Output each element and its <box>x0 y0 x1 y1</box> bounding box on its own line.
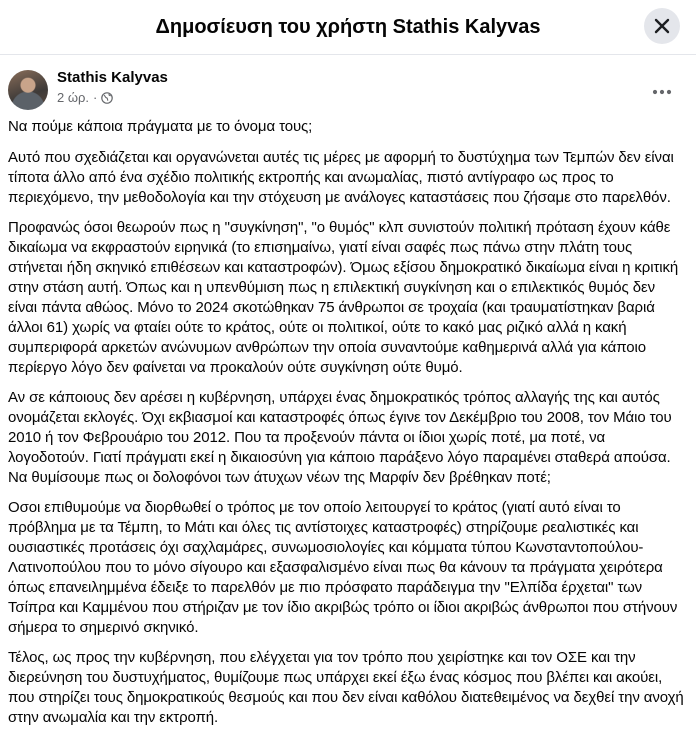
post-paragraph: Αυτό που σχεδιάζεται και οργανώνεται αυτές τις μέρες με αφορμή το δυστύχημα των Τεμπών δεν είναι τίποτα άλλο από ένα σχέδιο πολιτικής εκτροπής και ανωμαλίας, πιστό αντίγραφο ως προς το περιεχόμενο, την μεθοδολογία και την στόχευση με ανάλογες καταστάσεις που ζήσαμε στο παρελθόν. <box>8 149 674 206</box>
post-paragraph: Προφανώς όσοι θεωρούν πως η "συγκίνηση", "ο θυμός" κλπ συνιστούν πολιτική πρόταση έχουν κάθε δικαίωμα να εκφραστούν ειρηνικά (το επισημαίνω, γιατί είναι σαφές πως πάνω στην πλάτη τους στήνεται ήδη σκηνικό επιθέσεων και καταστροφών). Όμως εξίσου δημοκρατικό δικαίωμα είναι η κριτική στην στάση αυτή. Όπως και η υπενθύμιση πως η επιλεκτική συγκίνηση και ο επιλεκτικός θυμός δεν είναι πάντα αθώος. Μόνο το 2024 σκοτώθηκαν 75 άνθρωποι σε τροχαία (και τραυματίστηκαν βαριά άλλοι 61) χωρίς να φταίει ούτε το κράτος, ούτε οι πολιτικοί, ούτε το κακό μας ριζικό αλλά η κακή συμπεριφορά αρκετών ανώνυμων ανθρώπων την οποία συναντούμε καθημερινά αλλά για κάποιο περίεργο λόγο δεν φαίνεται να προκαλούν ούτε συγκίνηση ούτε θυμό. <box>8 219 679 376</box>
post-body <box>8 117 688 738</box>
more-options-icon <box>652 89 672 95</box>
post-time[interactable]: 2 ώρ. <box>57 90 89 105</box>
avatar[interactable] <box>8 70 48 110</box>
close-icon <box>654 18 670 34</box>
author-block <box>57 68 168 107</box>
post-paragraph: Αν σε κάποιους δεν αρέσει η κυβέρνηση, υπάρχει ένας δημοκρατικός τρόπος αλλαγής της και αυτός ονομάζεται εκλογές. Όχι εκβιασμοί και καταστροφές όπως έγινε τον Δεκέμβριο του 2008, τον Μάιο του 2010 ή τον Φεβρουάριο του 2012. Που τα προξενούν πάντα οι ίδιοι χωρίς ποτέ, μα ποτέ, να λογοδοτούν. Γιατί πράγματι εκεί η δικαιοσύνη για κάποιο παράξενο λόγο παραμένει σταθερά απούσα. Να θυμίσουμε πως οι δολοφόνοι των άτυχων νέων της Μαρφίν δεν βρέθηκαν ποτέ; <box>8 389 672 486</box>
post-paragraph: Να πούμε κάποια πράγματα με το όνομα τους; <box>8 118 313 135</box>
author-name[interactable]: Stathis Kalyvas <box>57 69 168 86</box>
dialog-title: Δημοσίευση του χρήστη Stathis Kalyvas <box>155 15 541 38</box>
close-button[interactable] <box>644 8 680 44</box>
post-header <box>8 68 688 114</box>
post-meta <box>57 89 168 107</box>
post-paragraph: Οσοι επιθυμούμε να διορθωθεί ο τρόπος με τον οποίο λειτουργεί το κράτος (γιατί αυτό είναι το πρόβλημα με τα Τέμπη, το Μάτι και όλες τις αντίστοιχες καταστροφές) στηρίζουμε ρεαλιστικές και ουσιαστικές προτάσεις όχι σαχλαμάρες, συνωμοσιολογίες και κόμματα τύπου Κωνσταντοπούλου-Λατινοπούλου που το μόνο σίγουρο και εξασφαλισμένο είναι πως θα κάνουν τα πράγματα χειρότερα όπως επανειλημμένα έδειξε το παρελθόν με πιο πρόσφατο παράδειγμα την "Ελπίδα έρχεται" των Τσίπρα και Καμμένου που στήριζαν με τον ίδιο ακριβώς τρόπο οι ίδιοι ακριβώς άνθρωποι που στήνουν σήμερα το σημερινό σκηνικό. <box>8 499 678 636</box>
more-options-button[interactable] <box>644 74 680 110</box>
meta-separator: · <box>93 90 98 105</box>
globe-icon[interactable] <box>101 92 113 104</box>
post-paragraph: Τέλος, ως προς την κυβέρνηση, που ελέγχεται για τον τρόπο που χειρίστηκε και τον ΟΣΕ και την διερεύνηση του δυστυχήματος, θυμίζουμε πως υπάρχει εκεί έξω ένας κόσμος που βλέπει και ακούει, που στηρίζει τους δημοκρατικούς θεσμούς και που δεν είναι καθόλου διατεθειμένος να δεχθεί την ανοχή στην ανωμαλία και την εκτροπή. <box>8 649 684 726</box>
dialog-header <box>0 0 696 55</box>
